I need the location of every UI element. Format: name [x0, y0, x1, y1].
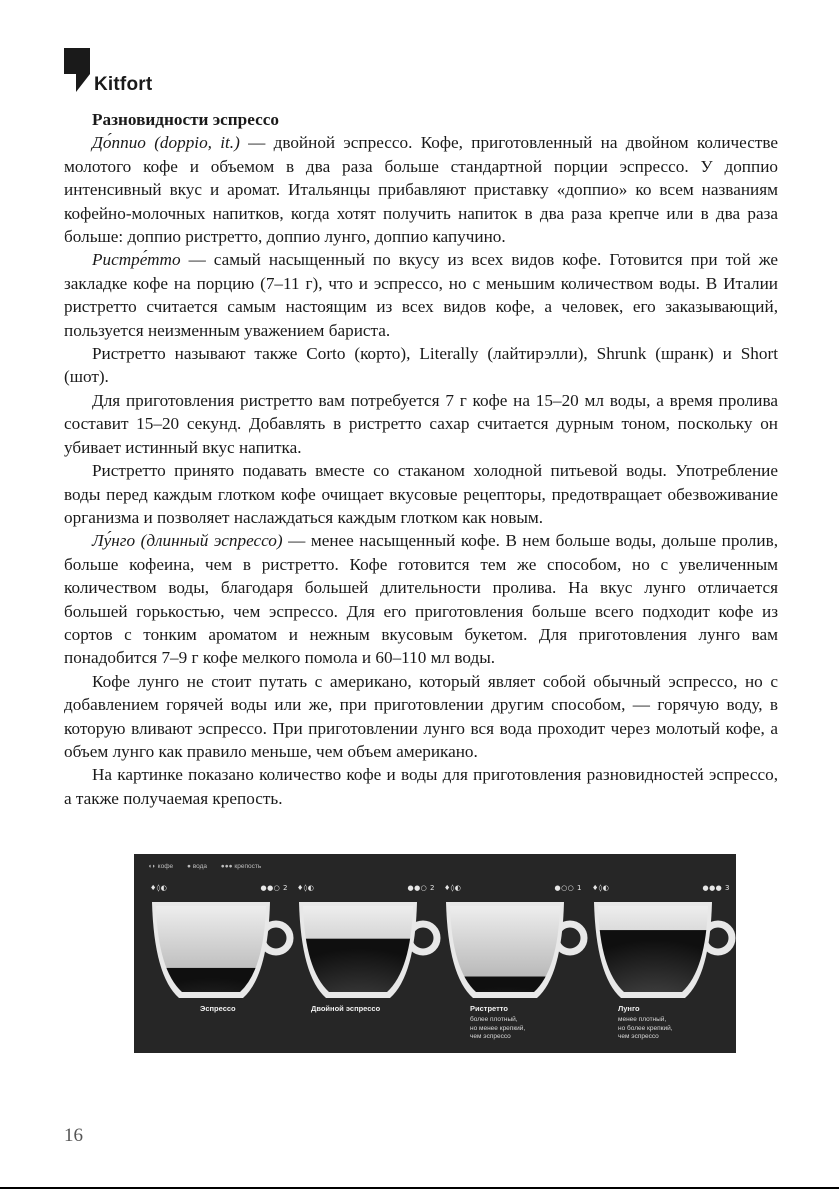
cup-note: более плотный, но менее крепкий, чем эспрессо	[470, 1016, 526, 1040]
cup-name: Лунго	[618, 1004, 640, 1013]
paragraph-text: — двойной эспрессо. Кофе, приготовленный на двойном количестве молотого кофе и объемом в два раза больше стандартной порции эспрессо. У доппио интенсивный вкус и аромат. Итальянцы прибавляют приставку «доппио» ко всем названиям кофейно-молочных напитков, когда хотят получить напиток в два раза крепче или в два раза больше: доппио ристретто, доппио лунго, доппио капучино.	[64, 133, 779, 247]
term: Ристре́тто	[92, 250, 181, 270]
strength-indicator	[407, 884, 435, 892]
dose-icons: ♦◊◐	[297, 884, 315, 892]
strength-dots-icon: ●●○	[407, 884, 431, 892]
strength-indicator	[260, 884, 288, 892]
page-number: 16	[64, 1125, 83, 1146]
legend-coffee: ◖◗ кофе	[148, 863, 174, 870]
paragraph-text: Для приготовления ристретто вам потребуется 7 г кофе на 15–20 мл воды, а время пролива составит 15–20 секунд. Добавлять в ристретто сахар считается дурным тоном, поскольку он убивает истинный вкус напитка.	[64, 390, 778, 457]
cup-3	[442, 884, 592, 1049]
brand-name: Kitfort	[94, 74, 153, 95]
strength-value: 2	[283, 884, 288, 892]
term: Лу́нго (длинный эспрессо)	[92, 531, 283, 551]
strength-value: 1	[577, 884, 582, 892]
strength-value: 3	[725, 884, 730, 892]
paragraph	[64, 342, 778, 389]
legend-strength: ●●● крепость	[220, 863, 262, 870]
paragraph	[64, 670, 778, 764]
strength-dots-icon: ●●○	[260, 884, 284, 892]
cup-markers	[148, 884, 288, 894]
cup-icon	[590, 900, 736, 1026]
paragraph	[64, 459, 778, 529]
strength-indicator	[702, 884, 730, 892]
legend-water: ● вода	[186, 863, 207, 870]
section-heading: Разновидности эспрессо	[92, 110, 279, 129]
bottom-rule	[0, 1187, 839, 1189]
paragraph	[64, 389, 778, 459]
dose-icons: ♦◊◐	[592, 884, 610, 892]
cup-name: Ристретто	[470, 1004, 508, 1013]
paragraph	[64, 763, 778, 810]
paragraph	[64, 248, 778, 342]
cup-name: Эспрессо	[200, 1004, 236, 1013]
cup-markers	[442, 884, 582, 894]
cup-note: менее плотный, но более крепкий, чем эспрессо	[618, 1016, 673, 1040]
strength-dots-icon: ●○○	[554, 884, 578, 892]
paragraph-text: Кофе лунго не стоит путать с американо, который являет собой обычный эспрессо, но с добавлением горячей воды или же, при приготовлении другим способом, — горячую воду, в которую вливают эспрессо. При приготовлении лунго вся вода проходит через молотый кофе, а объем лунго как правило меньше, чем объем американо.	[64, 671, 778, 761]
strength-indicator	[554, 884, 582, 892]
strength-value: 2	[430, 884, 435, 892]
figure-legend	[148, 863, 273, 870]
dose-icons: ♦◊◐	[150, 884, 168, 892]
paragraph	[64, 529, 778, 669]
dose-icons: ♦◊◐	[444, 884, 462, 892]
cup-name: Двойной эспрессо	[311, 1004, 381, 1013]
paragraph-text: — менее насыщенный кофе. В нем больше воды, дольше пролив, больше кофеина, чем в ристретто. Кофе готовится тем же способом, но с увеличенным количеством воды, благодаря большей длительности пролива. На вкус лунго отличается большей горькостью, чем эспрессо. Для его приготовления больше всего подходит кофе из сортов с тонким ароматом и нежным вкусовым букетом. Для приготовления лунго вам понадобится 7–9 г кофе мелкого помола и 60–110 мл воды.	[64, 531, 778, 668]
brand-mark-icon	[64, 48, 94, 92]
paragraph-text: Ристретто принято подавать вместе со стаканом холодной питьевой воды. Употребление воды перед каждым глотком кофе очищает вкусовые рецепторы, предотвращает обезвоживание организма и позволяет наслаждаться каждым глотком как новым.	[64, 461, 778, 527]
cup-4	[590, 884, 736, 1049]
paragraph	[64, 131, 778, 248]
brand-logo	[64, 48, 174, 98]
term: До́ппио (doppio, it.)	[92, 133, 240, 153]
coffee-infographic	[134, 854, 736, 1053]
cup-icon	[442, 900, 592, 1026]
cup-2	[295, 884, 445, 1049]
cup-1	[148, 884, 298, 1049]
paragraph-text: На картинке показано количество кофе и воды для приготовления разновидностей эспрессо, а также получаемая крепость.	[64, 765, 778, 808]
article	[64, 108, 778, 810]
paragraph-text: — самый насыщенный по вкусу из всех видов кофе. Готовится при той же закладке кофе на порцию (7–11 г), что и эспрессо, но с меньшим количеством воды. В Италии ристретто считается самым настоящим из всех видов кофе, а человек, его заказывающий, пользуется неизменным уважением бариста.	[64, 250, 778, 340]
article-body	[64, 131, 778, 810]
paragraph-text: Ристретто называют также Corto (корто), Literally (лайтирэлли), Shrunk (шранк) и Short (шот).	[64, 344, 778, 387]
cup-markers	[295, 884, 435, 894]
strength-dots-icon: ●●●	[702, 884, 726, 892]
cup-markers	[590, 884, 730, 894]
